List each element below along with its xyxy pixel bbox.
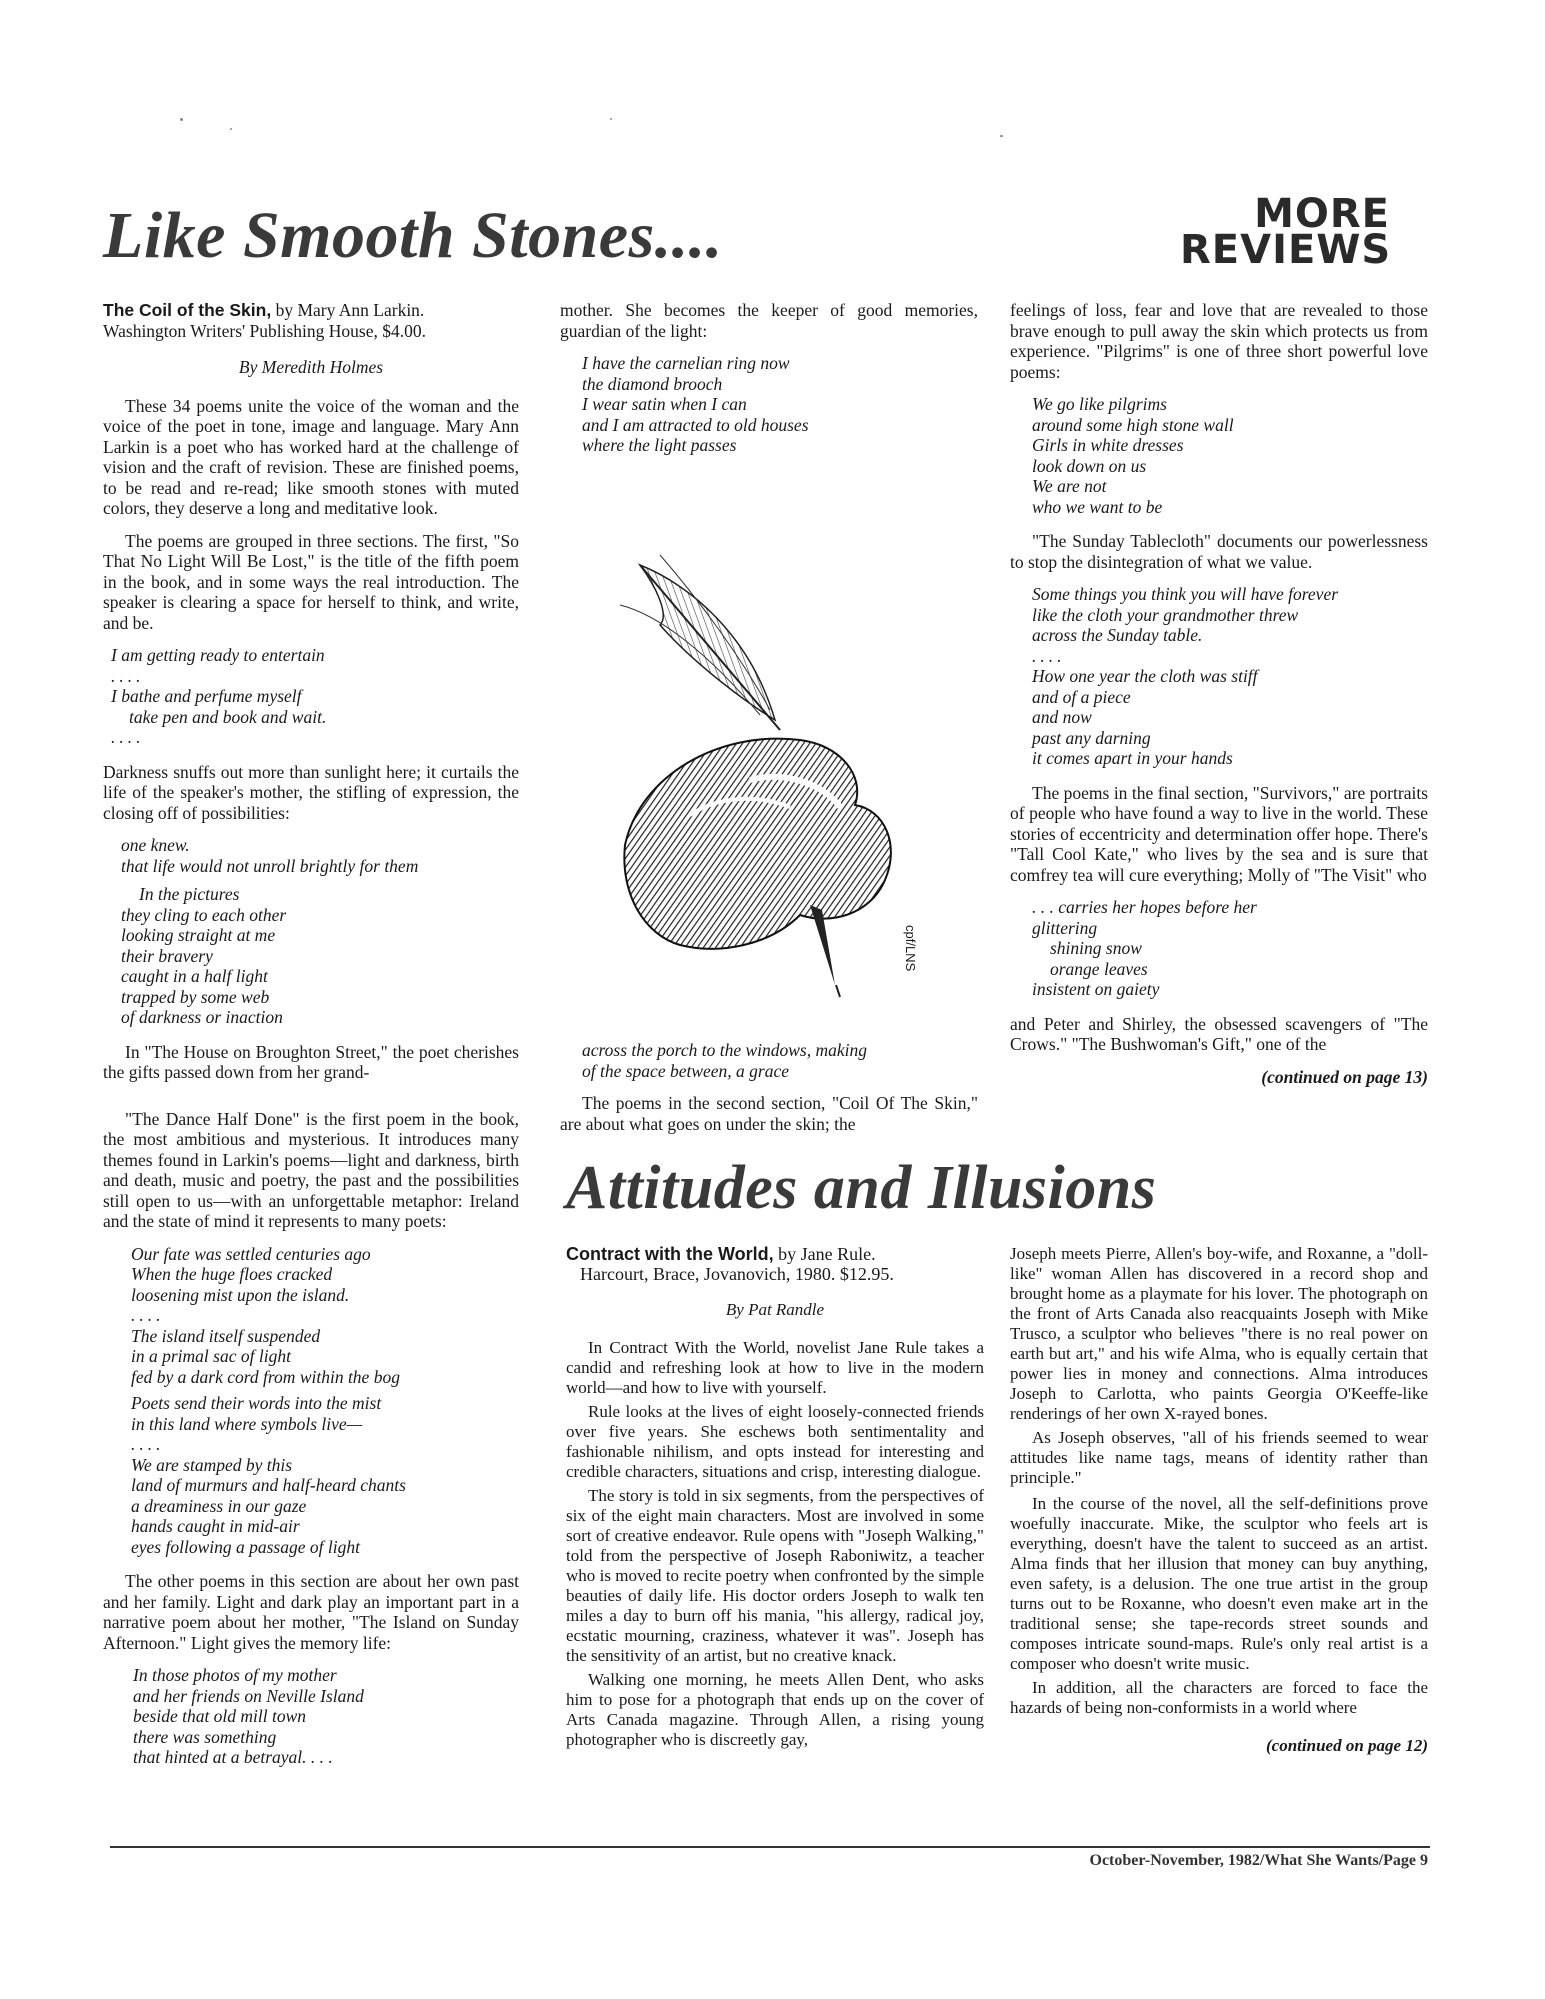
poem-line: eyes following a passage of light bbox=[131, 1536, 360, 1557]
paragraph: In Contract With the World, novelist Jane Rule takes a candid and refreshing look at how to live in the modern world—and how to live with yourself. bbox=[566, 1338, 984, 1397]
poem-line: hands caught in mid-air bbox=[131, 1516, 300, 1536]
review2-column-2 bbox=[1010, 1244, 1428, 1756]
poem-line: who we want to be bbox=[1032, 496, 1163, 517]
poem-excerpt bbox=[1032, 897, 1428, 1000]
paragraph: These 34 poems unite the voice of the woman and the voice of the poet in tone, image and language. Mary Ann Larkin is a poet who has worked hard at the challenge of vision and the craft of revision. These are finished poems, to be read and re-read; like smooth stones with muted colors, they deserve a long and meditative look. bbox=[103, 395, 519, 518]
poem-line: loosening mist upon the island. bbox=[131, 1284, 350, 1305]
quill-hand-icon bbox=[600, 545, 940, 1005]
poem-ellipsis: .... bbox=[111, 727, 145, 747]
poem-line: When the huge floes cracked bbox=[131, 1264, 333, 1284]
poem-line: Our fate was settled centuries ago bbox=[131, 1243, 371, 1264]
poem-excerpt bbox=[133, 1665, 519, 1768]
poem-line: trapped by some web bbox=[121, 986, 270, 1007]
poem-excerpt bbox=[1032, 394, 1428, 517]
illustration-credit: cpf/LNS bbox=[903, 925, 918, 972]
poem-line: their bravery bbox=[121, 945, 213, 966]
poem-line: caught in a half light bbox=[121, 966, 268, 986]
book-publisher: Washington Writers' Publishing House, $4.00. bbox=[103, 320, 426, 341]
poem-line: I have the carnelian ring now bbox=[582, 353, 790, 373]
poem-ellipsis: .... bbox=[131, 1434, 165, 1454]
poem-excerpt bbox=[121, 835, 519, 1028]
paragraph: Walking one morning, he meets Allen Dent, who asks him to pose for a photograph that ends up on the cover of Arts Canada magazine. Through Allen, a rising young photographer who is discreetly gay, bbox=[566, 1670, 984, 1749]
poem-line: orange leaves bbox=[1050, 958, 1148, 979]
review2-headline: Attitudes and Illusions bbox=[566, 1154, 1157, 1222]
poem-line: In the pictures bbox=[139, 884, 240, 904]
book-info bbox=[103, 300, 519, 341]
continued-note: (continued on page 13) bbox=[1261, 1066, 1428, 1087]
paragraph: Rule looks at the lives of eight loosely-connected friends over five years. She eschews both sentimentality and fashionable nihilism, and opts instead for interesting and credible characters, situations and crisp, interesting dialogue. bbox=[566, 1402, 984, 1481]
paragraph: In the course of the novel, all the self-definitions prove woefully inaccurate. Mike, the sculptor who feels art is everything, doesn't have the talent to succeed as an artist. Alma finds that her illusion that money can buy anything, even safety, is a delusion. The one true artist in the group turns out to be Roxanne, who doesn't even make art in the traditional sense; she tape-records street sounds and composes intricate sound-maps. Rule's only real artist is a composer who doesn't write music. bbox=[1010, 1494, 1428, 1673]
review1-column-3 bbox=[1010, 300, 1428, 1087]
poem-line: the diamond brooch bbox=[582, 373, 723, 394]
poem-line: of the space between, a grace bbox=[582, 1060, 790, 1081]
byline: By Pat Randle bbox=[725, 1300, 825, 1319]
byline: By Meredith Holmes bbox=[238, 357, 384, 377]
poem-line: that life would not unroll brightly for them bbox=[121, 855, 419, 876]
review1-column-2 bbox=[560, 300, 978, 470]
quill-hand-illustration bbox=[600, 545, 940, 1005]
poem-line: shining snow bbox=[1050, 938, 1142, 958]
paragraph: The poems in the second section, "Coil Of The Skin," are about what goes on under the skin; the bbox=[560, 1093, 978, 1134]
poem-line: and her friends on Neville Island bbox=[133, 1685, 364, 1706]
poem-ellipsis: .... bbox=[131, 1305, 165, 1325]
poem-line: past any darning bbox=[1032, 727, 1151, 748]
poem-excerpt bbox=[111, 645, 519, 748]
review1-column-1 bbox=[103, 300, 519, 1782]
paragraph: feelings of loss, fear and love that are revealed to those brave enough to pull away the skin which protects us from experience. "Pilgrims" is one of three short powerful love poems: bbox=[1010, 300, 1428, 382]
poem-line: We are not bbox=[1032, 476, 1107, 496]
poem-line: I bathe and perfume myself bbox=[111, 686, 302, 706]
poem-line: that hinted at a betrayal. . . . bbox=[133, 1747, 333, 1767]
tag-line-reviews: REVIEWS bbox=[1180, 227, 1392, 273]
book-title: Contract with the World, bbox=[566, 1244, 774, 1264]
poem-line: like the cloth your grandmother threw bbox=[1032, 604, 1299, 625]
page-footer: October-November, 1982/What She Wants/Page 9 bbox=[1089, 1852, 1428, 1869]
poem-line: of darkness or inaction bbox=[121, 1007, 283, 1027]
review2-column-1 bbox=[566, 1244, 984, 1754]
poem-excerpt bbox=[582, 1040, 978, 1081]
paragraph: In "The House on Broughton Street," the poet cherishes the gifts passed down from her grand- bbox=[103, 1041, 519, 1082]
poem-excerpt bbox=[1032, 584, 1428, 769]
poem-ellipsis: .... bbox=[1032, 645, 1066, 666]
poem-line: We go like pilgrims bbox=[1032, 394, 1167, 414]
poem-line: fed by a dark cord from within the bog bbox=[131, 1366, 400, 1387]
paragraph: The other poems in this section are about her own past and her family. Light and dark play an important part in a narrative poem about her mother, "The Island on Sunday Afternoon." Light gives the memory life: bbox=[103, 1571, 519, 1653]
poem-line: and of a piece bbox=[1032, 686, 1131, 707]
book-author: by Jane Rule. bbox=[773, 1244, 876, 1264]
poem-ellipsis: .... bbox=[111, 665, 145, 686]
paragraph: "The Dance Half Done" is the first poem in the book, the most ambitious and mysterious. It introduces many themes found in Larkin's poems—light and darkness, birth and death, music and poetry, the past and the possibilities still open to us—with an unforgettable metaphor: Ireland and the state of mind it represents to many poets: bbox=[103, 1108, 519, 1231]
poem-line: . . . carries her hopes before her bbox=[1032, 897, 1257, 917]
poem-line: Girls in white dresses bbox=[1032, 435, 1184, 455]
poem-line: across the Sunday table. bbox=[1032, 625, 1203, 645]
review1-column-2-lower bbox=[560, 1040, 978, 1146]
poem-line: land of murmurs and half-heard chants bbox=[131, 1475, 406, 1495]
book-publisher: Harcourt, Brace, Jovanovich, 1980. $12.95. bbox=[580, 1264, 894, 1284]
poem-line: and I am attracted to old houses bbox=[582, 414, 809, 435]
paragraph: The poems in the final section, "Survivors," are portraits of people who have found a way to live in the world. These stories of eccentricity and determination offer hope. There's "Tall Cool Kate," who lives by the sea and is sure that comfrey tea will cure everything; Molly of "The Visit" who bbox=[1010, 782, 1428, 885]
poem-line: a dreaminess in our gaze bbox=[131, 1495, 307, 1516]
poem-line: The island itself suspended bbox=[131, 1325, 321, 1346]
poem-line: and now bbox=[1032, 707, 1092, 727]
poem-line: it comes apart in your hands bbox=[1032, 748, 1233, 768]
tag-line-more: MORE bbox=[1254, 191, 1390, 237]
poem-line: across the porch to the windows, making bbox=[582, 1040, 868, 1060]
poem-line: I wear satin when I can bbox=[582, 394, 747, 414]
continued-note: (continued on page 12) bbox=[1266, 1736, 1428, 1755]
poem-line: looking straight at me bbox=[121, 925, 276, 945]
paragraph: and Peter and Shirley, the obsessed scavengers of "The Crows." "The Bushwoman's Gift," one of the bbox=[1010, 1013, 1428, 1054]
poem-line: glittering bbox=[1032, 917, 1098, 938]
book-title: The Coil of the Skin, bbox=[103, 300, 272, 320]
paragraph: Darkness snuffs out more than sunlight here; it curtails the life of the speaker's mother, the stifling of expression, the closing off of possibilities: bbox=[103, 761, 519, 823]
paragraph: The poems are grouped in three sections. The first, "So That No Light Will Be Lost," is the title of the fifth poem in the book, and in some ways the real introduction. The speaker is clearing a space for herself to think, and write, and be. bbox=[103, 530, 519, 633]
paragraph: As Joseph observes, "all of his friends seemed to wear attitudes like name tags, means of identity rather than principle." bbox=[1010, 1428, 1428, 1487]
poem-line: where the light passes bbox=[582, 435, 737, 455]
poem-line: look down on us bbox=[1032, 455, 1147, 476]
poem-line: in a primal sac of light bbox=[131, 1346, 291, 1366]
poem-line: insistent on gaiety bbox=[1032, 979, 1160, 999]
bottom-rule bbox=[110, 1846, 1430, 1848]
poem-excerpt bbox=[131, 1244, 519, 1558]
poem-line: beside that old mill town bbox=[133, 1706, 307, 1726]
poem-line: in this land where symbols live— bbox=[131, 1413, 363, 1434]
book-info bbox=[566, 1244, 984, 1284]
paragraph: "The Sunday Tablecloth" documents our powerlessness to stop the disintegration of what we value. bbox=[1010, 531, 1428, 572]
poem-line: take pen and book and wait. bbox=[129, 706, 327, 727]
poem-line: around some high stone wall bbox=[1032, 414, 1234, 435]
more-reviews-tag bbox=[1180, 191, 1392, 273]
paragraph: In addition, all the characters are forced to face the hazards of being non-conformists in a world where bbox=[1010, 1678, 1428, 1717]
poem-line: I am getting ready to entertain bbox=[111, 645, 325, 665]
poem-line: they cling to each other bbox=[121, 904, 287, 925]
paragraph: mother. She becomes the keeper of good memories, guardian of the light: bbox=[560, 300, 978, 341]
paragraph: The story is told in six segments, from the perspectives of six of the eight main characters. Most are involved in some sort of creative endeavor. Rule opens with "Joseph Walking," told from the perspective of Joseph Raboniwitz, a teacher who is moved to recite poetry when confronted by the simple beauties of daily life. His doctor orders Joseph to walk ten miles a day to burn off his mania, "his allergy, radical joy, ecstatic mourning, craziness, whatever it was". Joseph has the sensitivity of an artist, but no creative knack. bbox=[566, 1486, 984, 1665]
poem-line: Some things you think you will have forever bbox=[1032, 584, 1339, 604]
paragraph: Joseph meets Pierre, Allen's boy-wife, and Roxanne, a "doll-like" woman Allen has discovered in a record shop and brought home as a playmate for his lover. The photograph on the front of Arts Canada also reacquaints Joseph with Mike Trusco, a sculptor who believes "there is no real power on earth but art," and his wife Alma, who is equally certain that power lies in money and connections. Alma introduces Joseph to Carlotta, who paints Georgia O'Keeffe-like renderings of her own X-rayed bones. bbox=[1010, 1244, 1428, 1423]
poem-line: We are stamped by this bbox=[131, 1454, 293, 1475]
book-author: by Mary Ann Larkin. bbox=[271, 300, 425, 320]
poem-line: In those photos of my mother bbox=[133, 1665, 337, 1685]
poem-line: Poets send their words into the mist bbox=[131, 1393, 382, 1413]
review1-headline: Like Smooth Stones.... bbox=[103, 199, 723, 272]
poem-excerpt bbox=[582, 353, 978, 456]
poem-line: one knew. bbox=[121, 835, 190, 855]
poem-line: there was something bbox=[133, 1726, 277, 1747]
poem-line: How one year the cloth was stiff bbox=[1032, 666, 1258, 686]
